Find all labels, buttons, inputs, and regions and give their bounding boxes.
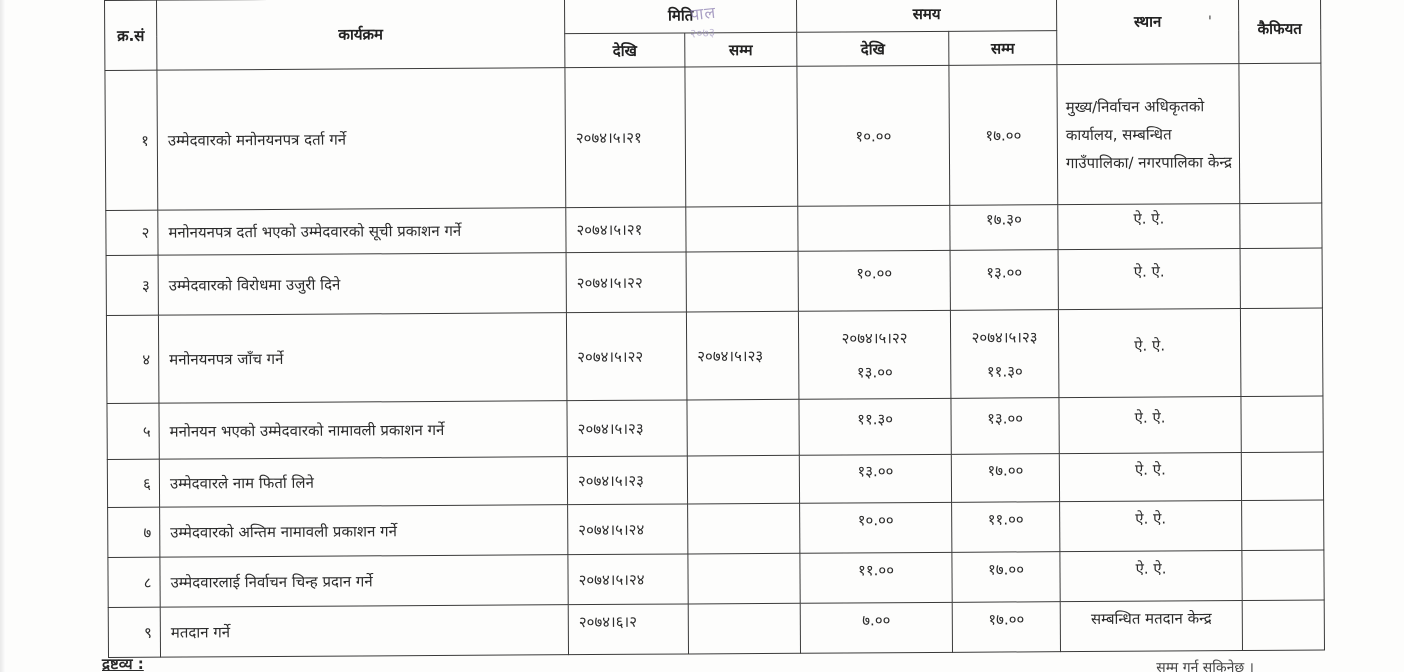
row-remarks xyxy=(1240,203,1322,249)
row-serial: ९ xyxy=(108,607,160,657)
row-serial: २ xyxy=(106,210,158,255)
table-row xyxy=(108,550,1324,607)
row-date-from xyxy=(568,604,688,655)
row-remarks xyxy=(1240,308,1323,396)
row-time-to-text: १७.०० xyxy=(987,559,1025,579)
row-date-to xyxy=(688,603,800,654)
col-header-time-from: देखि xyxy=(797,31,949,66)
row-remarks xyxy=(1242,550,1324,601)
row-date-to xyxy=(686,251,798,312)
row-remarks xyxy=(1241,396,1323,452)
row-time-from xyxy=(800,602,952,653)
row-place xyxy=(1059,397,1241,454)
pen-tick-mark: ' xyxy=(1208,14,1212,30)
row-time-from xyxy=(799,398,951,455)
row-place xyxy=(1060,551,1242,602)
row-date-to xyxy=(687,455,799,504)
table-row xyxy=(106,203,1322,255)
row-place xyxy=(1059,453,1241,502)
row-place-text: ऐ. ऐ. xyxy=(1135,509,1167,528)
col-header-date-to: सम्म xyxy=(685,32,797,67)
row-date-from: २०७४।५।२२ xyxy=(566,312,687,401)
row-time-from xyxy=(798,310,951,399)
row-remarks xyxy=(1242,500,1324,550)
row-time-to-clock: ११.३० xyxy=(986,361,1023,381)
ink-stamp-number: २०७३ xyxy=(689,25,716,41)
row-time-to-text: १७.०० xyxy=(987,460,1024,480)
col-header-place xyxy=(1057,0,1239,65)
row-date-from: २०७४।५।२४ xyxy=(568,504,688,555)
row-time-to xyxy=(952,552,1060,603)
row-date-from: २०७४।५।२४ xyxy=(568,554,688,605)
col-header-time: समय xyxy=(797,0,1057,32)
row-time-from xyxy=(800,502,952,553)
election-schedule-table xyxy=(104,0,1325,658)
row-place-text: सम्बन्धित मतदान केन्द्र xyxy=(1090,608,1212,628)
row-time-to xyxy=(952,602,1060,653)
row-date-from-text: २०७४।६।२ xyxy=(578,612,638,631)
table-row xyxy=(108,500,1324,557)
row-program: मनोनयनपत्र जाँच गर्ने xyxy=(158,313,567,403)
table-row xyxy=(105,63,1322,210)
row-serial: १ xyxy=(105,70,158,210)
row-serial: ७ xyxy=(108,507,160,557)
row-place-text: ऐ. ऐ. xyxy=(1134,408,1166,427)
row-program: उम्मेदवारको विरोधमा उजुरी दिने xyxy=(158,253,566,315)
row-date-to xyxy=(687,399,799,456)
table-row xyxy=(106,248,1322,315)
row-program: उम्मेदवारलाई निर्वाचन चिन्ह प्रदान गर्ने xyxy=(160,555,568,607)
row-program: मतदान गर्ने xyxy=(160,605,568,657)
row-program: मनोनयनपत्र दर्ता भएको उम्मेदवारको सूची प्रकाशन गर्ने xyxy=(158,208,566,255)
row-serial: ५ xyxy=(107,403,159,459)
row-time-to xyxy=(952,502,1060,553)
row-time-to xyxy=(951,454,1059,503)
row-serial: ३ xyxy=(106,255,158,315)
row-place xyxy=(1060,501,1242,552)
row-program: उम्मेदवारले नाम फिर्ता लिने xyxy=(159,457,567,507)
row-time-from-text: ११.०० xyxy=(857,560,895,579)
row-remarks xyxy=(1241,452,1323,501)
row-date-to xyxy=(685,66,798,207)
row-program: उम्मेदवारको मनोनयनपत्र दर्ता गर्ने xyxy=(157,68,566,210)
row-date-to xyxy=(688,503,800,554)
row-time-from-text: १०.०० xyxy=(857,510,894,529)
row-time-from: १०.०० xyxy=(797,65,950,206)
row-time-from-clock: १३.०० xyxy=(856,362,893,381)
row-time-to-text: १७.०० xyxy=(988,609,1025,629)
row-time-to xyxy=(950,205,1058,251)
row-remarks xyxy=(1242,600,1324,651)
row-time-from-text: १०.०० xyxy=(856,263,893,282)
row-date-from: २०७४।५।२१ xyxy=(566,207,686,253)
row-place: मुख्य/निर्वाचन अधिकृतको कार्यालय, सम्बन्धित गाउँपालिका/ नगरपालिका केन्द्र xyxy=(1057,64,1240,205)
row-serial: ६ xyxy=(107,459,159,507)
row-time-from xyxy=(800,552,952,603)
table-row xyxy=(107,396,1323,459)
col-header-time-to: सम्म xyxy=(949,31,1057,66)
scan-edge xyxy=(0,0,6,672)
row-place-text: ऐ. ऐ. xyxy=(1134,460,1166,479)
col-header-program: कार्यक्रम xyxy=(157,0,565,70)
row-place xyxy=(1058,309,1241,398)
row-date-to xyxy=(686,206,798,252)
row-time-to-stack xyxy=(951,328,1058,381)
row-time-from xyxy=(799,454,951,503)
row-time-from xyxy=(798,205,950,251)
row-time-to-text: १३.०० xyxy=(987,408,1024,428)
col-header-serial: क्र.सं xyxy=(105,0,157,70)
row-remarks xyxy=(1240,248,1322,308)
table-row xyxy=(108,600,1324,657)
col-header-date: मिति xyxy=(564,0,796,34)
row-time-to xyxy=(950,250,1058,311)
table-row xyxy=(107,452,1323,507)
row-time-from-date: २०७४।५।२२ xyxy=(841,328,908,348)
row-date-to xyxy=(688,553,800,604)
row-place-text: ऐ. ऐ. xyxy=(1134,336,1166,355)
col-header-date-from: देखि xyxy=(565,33,685,68)
row-time-to-text: १३.०० xyxy=(986,262,1023,282)
row-place xyxy=(1058,249,1240,310)
row-time-from-stack xyxy=(799,328,950,381)
row-time-to-text: १७.३० xyxy=(985,210,1022,229)
ink-stamp: पाल xyxy=(689,2,718,25)
row-place-text: ऐ. ऐ. xyxy=(1133,209,1165,228)
row-time-from-text: ७.०० xyxy=(862,610,891,629)
row-place xyxy=(1058,204,1240,250)
row-serial: ८ xyxy=(108,557,160,607)
row-place-text: ऐ. ऐ. xyxy=(1135,559,1167,578)
row-date-from: २०७४।५।२२ xyxy=(566,252,686,313)
row-time-to xyxy=(950,310,1059,399)
row-time-to-text: ११.०० xyxy=(987,509,1024,529)
table-row xyxy=(106,308,1323,403)
row-time-to xyxy=(951,398,1059,455)
col-header-place-text: स्थान xyxy=(1133,12,1162,31)
row-date-to: २०७४।५।२३ xyxy=(686,311,799,400)
row-place xyxy=(1060,601,1242,652)
row-date-from: २०७४।५।२३ xyxy=(567,400,687,457)
row-program: उम्मेदवारको अन्तिम नामावली प्रकाशन गर्ने xyxy=(160,505,568,557)
row-time-to-date: २०७४।५।२३ xyxy=(971,327,1038,347)
row-remarks xyxy=(1239,63,1322,203)
row-serial: ४ xyxy=(106,315,159,403)
note-label: द्रष्टव्य : xyxy=(102,655,144,672)
row-date-from: २०७४।५।२१ xyxy=(565,67,686,208)
note-tail-text: सम्म गर्न सकिनेछ । xyxy=(1156,660,1254,672)
row-place-text: ऐ. ऐ. xyxy=(1133,262,1165,281)
row-time-from-text: ११.३० xyxy=(857,409,894,428)
row-date-from: २०७४।५।२३ xyxy=(567,456,687,505)
row-time-to: १७.०० xyxy=(949,65,1058,206)
row-time-from-text: १३.०० xyxy=(857,461,894,480)
row-program: मनोनयन भएको उम्मेदवारको नामावली प्रकाशन गर्ने xyxy=(159,401,567,459)
row-time-from xyxy=(798,250,950,311)
col-header-remarks: कैफियत xyxy=(1238,0,1320,64)
